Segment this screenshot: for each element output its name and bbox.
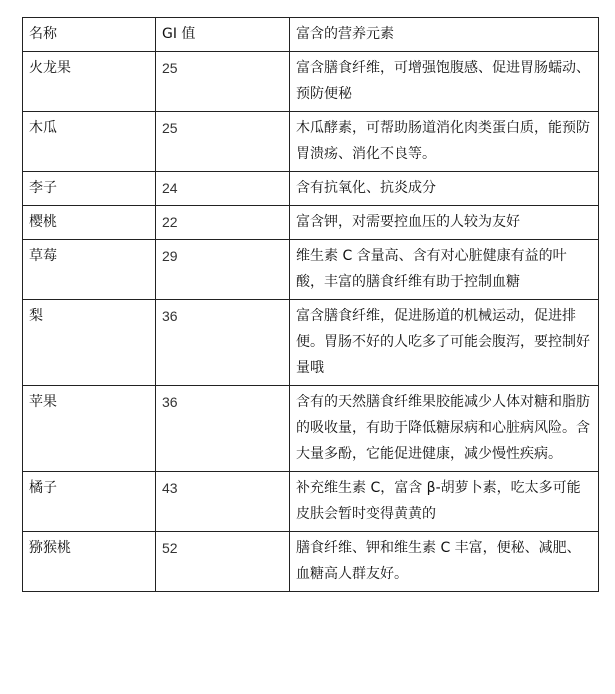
nutrients-text: 木瓜酵素，可帮助肠道消化肉类蛋白质，能预防胃溃疡、消化不良等。 [290, 112, 599, 172]
header-name: 名称 [23, 18, 156, 52]
table-row [23, 52, 599, 112]
table-row [23, 300, 599, 386]
fruit-name: 橘子 [23, 472, 156, 532]
table-row [23, 386, 599, 472]
table-row [23, 240, 599, 300]
gi-value: 25 [156, 52, 290, 112]
table-row [23, 472, 599, 532]
fruit-name: 木瓜 [23, 112, 156, 172]
fruit-name: 苹果 [23, 386, 156, 472]
gi-value: 52 [156, 532, 290, 592]
nutrients-text: 维生素 C 含量高、含有对心脏健康有益的叶酸，丰富的膳食纤维有助于控制血糖 [290, 240, 599, 300]
table-header-row [23, 18, 599, 52]
fruit-name: 猕猴桃 [23, 532, 156, 592]
nutrients-text: 富含膳食纤维，可增强饱腹感、促进胃肠蠕动、预防便秘 [290, 52, 599, 112]
nutrients-text: 含有的天然膳食纤维果胶能减少人体对糖和脂肪的吸收量，有助于降低糖尿病和心脏病风险。含大量多酚，它能促进健康，减少慢性疾病。 [290, 386, 599, 472]
fruit-name: 草莓 [23, 240, 156, 300]
nutrients-text: 补充维生素 C，富含 β-胡萝卜素，吃太多可能皮肤会暂时变得黄黄的 [290, 472, 599, 532]
nutrients-text: 富含钾，对需要控血压的人较为友好 [290, 206, 599, 240]
nutrients-text: 膳食纤维、钾和维生素 C 丰富，便秘、减肥、血糖高人群友好。 [290, 532, 599, 592]
gi-value: 36 [156, 300, 290, 386]
header-nutrients: 富含的营养元素 [290, 18, 599, 52]
gi-value: 43 [156, 472, 290, 532]
fruit-name: 樱桃 [23, 206, 156, 240]
fruit-name: 火龙果 [23, 52, 156, 112]
nutrients-text: 含有抗氧化、抗炎成分 [290, 172, 599, 206]
fruit-gi-table [22, 17, 599, 592]
gi-value: 25 [156, 112, 290, 172]
table-row [23, 532, 599, 592]
table-row [23, 112, 599, 172]
gi-value: 22 [156, 206, 290, 240]
fruit-name: 李子 [23, 172, 156, 206]
gi-value: 29 [156, 240, 290, 300]
gi-value: 24 [156, 172, 290, 206]
nutrients-text: 富含膳食纤维，促进肠道的机械运动，促进排便。胃肠不好的人吃多了可能会腹泻，要控制好量哦 [290, 300, 599, 386]
gi-value: 36 [156, 386, 290, 472]
fruit-name: 梨 [23, 300, 156, 386]
table-row [23, 206, 599, 240]
header-gi: GI 值 [156, 18, 290, 52]
table-row [23, 172, 599, 206]
